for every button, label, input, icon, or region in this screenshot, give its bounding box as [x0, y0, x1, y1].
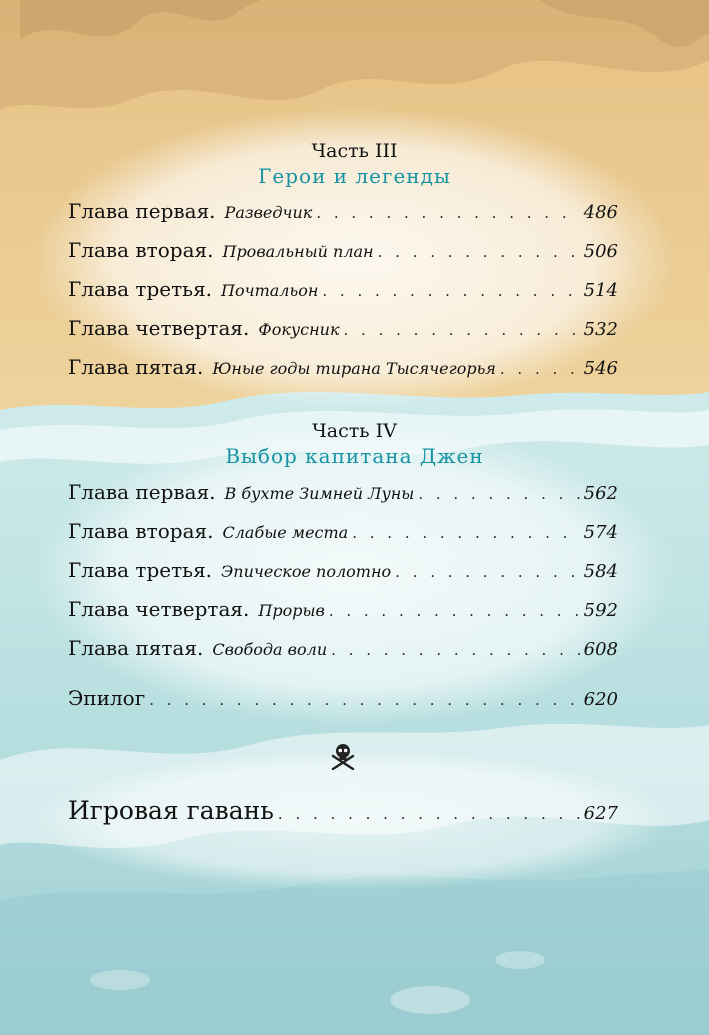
- page-number: 514: [583, 280, 618, 301]
- page-number: 620: [583, 689, 618, 710]
- toc-entry[interactable]: [68, 636, 618, 666]
- toc-entry-epilogue[interactable]: [68, 686, 618, 716]
- dot-leader: [331, 641, 580, 659]
- toc-entry[interactable]: [68, 355, 618, 385]
- part-3-title: Герои и легенды: [258, 164, 451, 188]
- chapter-number: Глава третья.: [68, 558, 213, 582]
- page-number: 584: [583, 561, 618, 582]
- page-number: 486: [583, 202, 618, 223]
- toc-entry[interactable]: [68, 277, 618, 307]
- toc-entry[interactable]: [68, 480, 618, 510]
- chapter-number: Глава вторая.: [68, 519, 214, 543]
- dot-leader: [149, 691, 579, 709]
- epilogue-label: Эпилог: [68, 686, 146, 710]
- chapter-title: Почтальон: [221, 281, 319, 300]
- chapter-number: Глава первая.: [68, 480, 216, 504]
- chapter-title: Прорыв: [258, 601, 325, 620]
- page-number: 574: [583, 522, 618, 543]
- toc-entry[interactable]: [68, 558, 618, 588]
- chapter-number: Глава первая.: [68, 199, 216, 223]
- toc-entry[interactable]: [68, 597, 618, 627]
- toc-entry-game-harbor[interactable]: [68, 796, 618, 836]
- dot-leader: [316, 204, 579, 222]
- skull-crossbones-icon: [330, 742, 356, 770]
- page-number: 562: [583, 483, 618, 504]
- part-4-title: Выбор капитана Джен: [225, 444, 484, 468]
- chapter-title: Слабые места: [222, 523, 349, 542]
- page-number: 532: [583, 319, 618, 340]
- toc-entry[interactable]: [68, 316, 618, 346]
- dot-leader: [278, 805, 580, 823]
- chapter-number: Глава пятая.: [68, 355, 204, 379]
- toc-entry[interactable]: [68, 238, 618, 268]
- dot-leader: [344, 321, 580, 339]
- toc-entry[interactable]: [68, 199, 618, 229]
- part-4-label: Часть IV: [312, 420, 397, 442]
- chapter-title: Разведчик: [224, 203, 313, 222]
- toc-entry[interactable]: [68, 519, 618, 549]
- dot-leader: [352, 524, 579, 542]
- page-number: 592: [583, 600, 618, 621]
- chapter-title: Юные годы тирана Тысячегорья: [212, 359, 496, 378]
- dot-leader: [329, 602, 580, 620]
- chapter-title: Провальный план: [222, 242, 374, 261]
- dot-leader: [378, 243, 580, 261]
- chapter-title: Эпическое полотно: [221, 562, 392, 581]
- dot-leader: [418, 485, 579, 503]
- dot-leader: [500, 360, 580, 378]
- dot-leader: [322, 282, 579, 300]
- page-number: 627: [583, 803, 618, 824]
- part-3-label: Часть III: [311, 140, 398, 162]
- chapter-title: В бухте Зимней Луны: [224, 484, 415, 503]
- chapter-number: Глава пятая.: [68, 636, 204, 660]
- chapter-number: Глава четвертая.: [68, 597, 250, 621]
- page-number: 608: [583, 639, 618, 660]
- chapter-number: Глава третья.: [68, 277, 213, 301]
- dot-leader: [395, 563, 580, 581]
- page-number: 506: [583, 241, 618, 262]
- chapter-title: Фокусник: [258, 320, 340, 339]
- chapter-number: Глава четвертая.: [68, 316, 250, 340]
- chapter-number: Глава вторая.: [68, 238, 214, 262]
- chapter-title: Свобода воли: [212, 640, 328, 659]
- page-number: 546: [583, 358, 618, 379]
- game-harbor-label: Игровая гавань: [68, 796, 274, 825]
